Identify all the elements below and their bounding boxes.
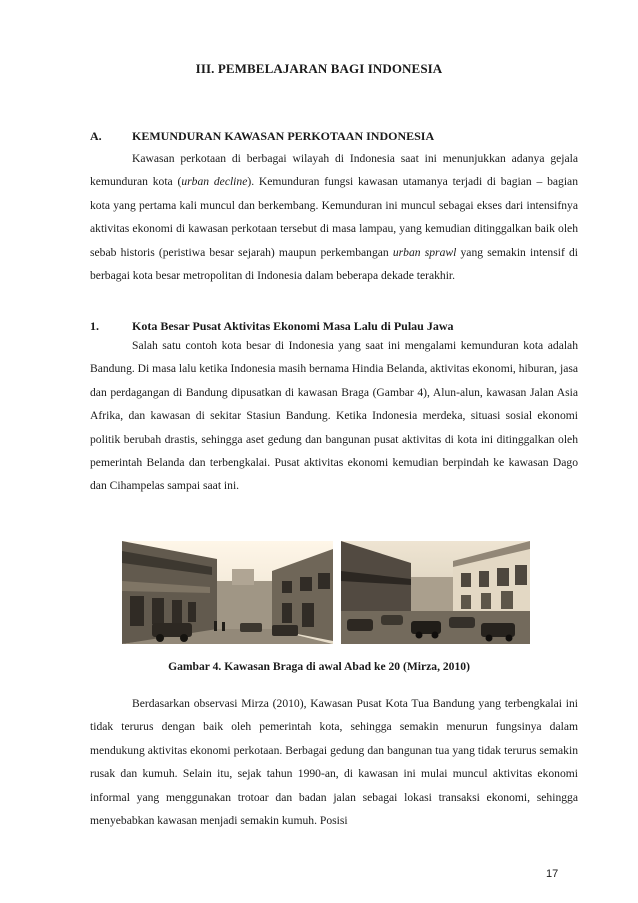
figure-photos bbox=[122, 541, 530, 644]
closing-paragraph bbox=[90, 692, 578, 832]
section-1-heading bbox=[90, 319, 454, 334]
page-number: 17 bbox=[546, 868, 559, 880]
chapter-title: III. PEMBELAJARAN BAGI INDONESIA bbox=[195, 61, 443, 76]
section-a-title: KEMUNDURAN KAWASAN PERKOTAAN INDONESIA bbox=[132, 129, 435, 143]
section-a-text-1: Kawasan perkotaan di berbagai wilayah di Indonesia saat ini menunjukkan adanya gejala kemunduran kota ( bbox=[90, 152, 578, 189]
section-1-number: 1. bbox=[90, 319, 99, 333]
section-a-heading bbox=[90, 129, 434, 144]
section-a-text-2: ). Kemunduran fungsi kawasan utamanya terjadi di bagian – bagian kota yang pertama kali muncul dan berkembang. Kemunduran ini muncul sebagai ekses dari intensifnya aktivitas ekonomi di kawasan perkotaan tersebut di masa lampau, yang kemudian ditinggalkan baik oleh sebab historis (peristiwa besar sejarah) maupun perkembangan bbox=[90, 175, 578, 259]
braga-street-photo-left bbox=[122, 541, 333, 644]
closing-text: Berdasarkan observasi Mirza (2010), Kawasan Pusat Kota Tua Bandung yang terbengkalai ini tidak terurus dengan baik oleh pemerintah kota, sehingga semakin menurun fungsinya dalam mendukung aktivitas ekonomi perkotaan. Berbagai gedung dan bangunan tua yang tidak terurus semakin rusak dan kumuh. Selain itu, sejak tahun 1990-an, di kawasan ini mulai muncul aktivitas ekonomi informal yang menggunakan trotoar dan badan jalan sebagai lokasi transaksi ekonomi, sehingga menyebabkan kawasan menjadi semakin kumuh. Posisi bbox=[90, 697, 578, 828]
section-1-text: Salah satu contoh kota besar di Indonesia yang saat ini mengalami kemunduran kota adalah Bandung. Di masa lalu ketika Indonesia masih bernama Hindia Belanda, aktivitas ekonomi, hiburan, jasa dan perdagangan di Bandung dipusatkan di kawasan Braga (Gambar 4), Alun-alun, kawasan Jalan Asia Afrika, dan kawasan di sekitar Stasiun Bandung. Ketika Indonesia merdeka, situasi sosial ekonomi politik berubah drastis, sehingga aset gedung dan bangunan pusat aktivitas di kota ini ditinggalkan oleh pemerintah Belanda dan terbengkalai. Pusat aktivitas ekonomi kemudian berpindah ke kawasan Dago dan Cihampelas sampai saat ini. bbox=[90, 339, 578, 493]
section-a-term-urban-sprawl: urban sprawl bbox=[392, 245, 457, 259]
section-a-paragraph bbox=[90, 147, 578, 287]
section-a-term-urban-decline: urban decline bbox=[181, 175, 248, 189]
section-a-text-3: yang semakin intensif di berbagai kota besar metropolitan di Indonesia dalam beberapa dekade terakhir. bbox=[90, 245, 578, 283]
section-1-title: Kota Besar Pusat Aktivitas Ekonomi Masa Lalu di Pulau Jawa bbox=[132, 319, 454, 333]
section-1-paragraph bbox=[90, 334, 578, 498]
section-a-number: A. bbox=[90, 129, 102, 143]
figure-caption: Gambar 4. Kawasan Braga di awal Abad ke 20 (Mirza, 2010) bbox=[168, 660, 470, 673]
braga-street-photo-right bbox=[341, 541, 530, 644]
